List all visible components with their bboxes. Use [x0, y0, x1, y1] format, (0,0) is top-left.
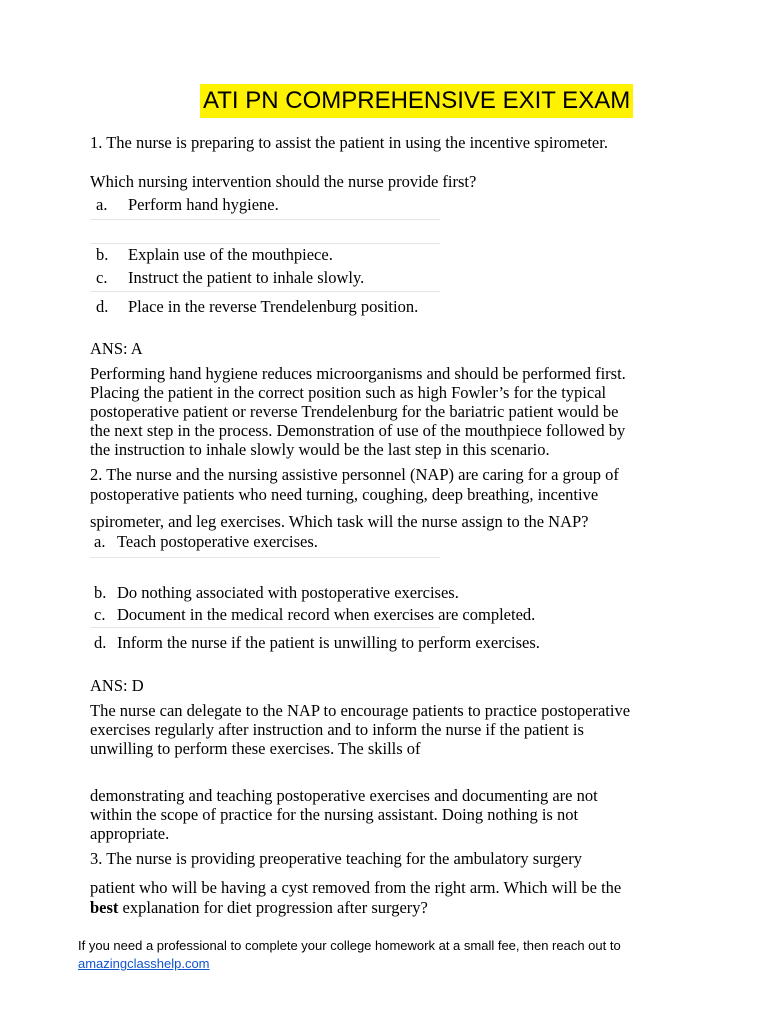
q3-stem-rest: explanation for diet progression after surgery? [118, 898, 428, 917]
q1-rationale [90, 364, 626, 459]
option-letter: c. [96, 268, 108, 287]
q2-option-a [94, 532, 318, 552]
q2-stem-line-2: postoperative patients who need turning, coughing, deep breathing, incentive [90, 485, 599, 504]
q1-option-c [96, 268, 364, 288]
q2-option-b [94, 583, 459, 603]
q1-prompt: Which nursing intervention should the nurse provide first? [90, 172, 477, 191]
q2-stem-line-3: spirometer, and leg exercises. Which task will the nurse assign to the NAP? [90, 512, 589, 531]
option-text: Do nothing associated with postoperative exercises. [117, 583, 459, 602]
q1-option-d [96, 297, 418, 317]
rationale-line: postoperative patient or reverse Trendelenburg for the bariatric patient would be [90, 402, 619, 421]
rationale-line: appropriate. [90, 824, 170, 843]
divider [90, 291, 440, 292]
q1-option-b [96, 245, 333, 265]
option-letter: b. [96, 245, 109, 264]
rationale-line: Performing hand hygiene reduces microorganisms and should be performed first. [90, 364, 626, 383]
option-letter: d. [94, 633, 107, 652]
rationale-line: the next step in the process. Demonstration of use of the mouthpiece followed by [90, 421, 626, 440]
q2-stem-line-1: 2. The nurse and the nursing assistive personnel (NAP) are caring for a group of [90, 465, 619, 484]
q1-option-a [96, 195, 279, 215]
option-text: Perform hand hygiene. [128, 195, 279, 214]
footer-text: If you need a professional to complete your college homework at a small fee, then reach out to [78, 938, 621, 953]
divider [90, 243, 440, 244]
option-letter: c. [94, 605, 106, 624]
option-text: Document in the medical record when exercises are completed. [117, 605, 536, 624]
option-text: Teach postoperative exercises. [117, 532, 318, 551]
option-letter: b. [94, 583, 107, 602]
divider [90, 219, 440, 220]
option-text: Inform the nurse if the patient is unwilling to perform exercises. [117, 633, 540, 652]
rationale-line: Placing the patient in the correct position such as high Fowler’s for the typical [90, 383, 607, 402]
rationale-line: demonstrating and teaching postoperative exercises and documenting are not [90, 786, 598, 805]
q3-stem-line-1: 3. The nurse is providing preoperative teaching for the ambulatory surgery [90, 849, 582, 868]
q2-option-c [94, 605, 535, 625]
option-text: Explain use of the mouthpiece. [128, 245, 333, 264]
rationale-line: The nurse can delegate to the NAP to encourage patients to practice postoperative [90, 701, 631, 720]
option-text: Instruct the patient to inhale slowly. [128, 268, 365, 287]
option-text: Place in the reverse Trendelenburg position. [128, 297, 419, 316]
rationale-line: unwilling to perform these exercises. The skills of [90, 739, 421, 758]
q2-answer: ANS: D [90, 676, 144, 695]
rationale-line: within the scope of practice for the nursing assistant. Doing nothing is not [90, 805, 579, 824]
q2-rationale-part-1 [90, 701, 630, 758]
q1-stem: 1. The nurse is preparing to assist the patient in using the incentive spirometer. [90, 133, 608, 152]
rationale-line: exercises regularly after instruction and to inform the nurse if the patient is [90, 720, 584, 739]
q1-answer: ANS: A [90, 339, 143, 358]
q3-stem-line-3 [90, 898, 428, 918]
divider [90, 557, 440, 558]
divider [90, 627, 440, 628]
option-letter: a. [96, 195, 108, 214]
option-letter: a. [94, 532, 106, 551]
footer-link[interactable]: amazingclasshelp.com [78, 956, 210, 971]
q3-emphasis: best [90, 898, 119, 917]
option-letter: d. [96, 297, 109, 316]
q3-stem-line-2: patient who will be having a cyst removed from the right arm. Which will be the [90, 878, 622, 897]
page-title: ATI PN COMPREHENSIVE EXIT EXAM [200, 84, 633, 118]
q2-rationale-part-2 [90, 786, 598, 843]
rationale-line: the instruction to inhale slowly would be the last step in this scenario. [90, 440, 550, 459]
q2-option-d [94, 633, 540, 653]
